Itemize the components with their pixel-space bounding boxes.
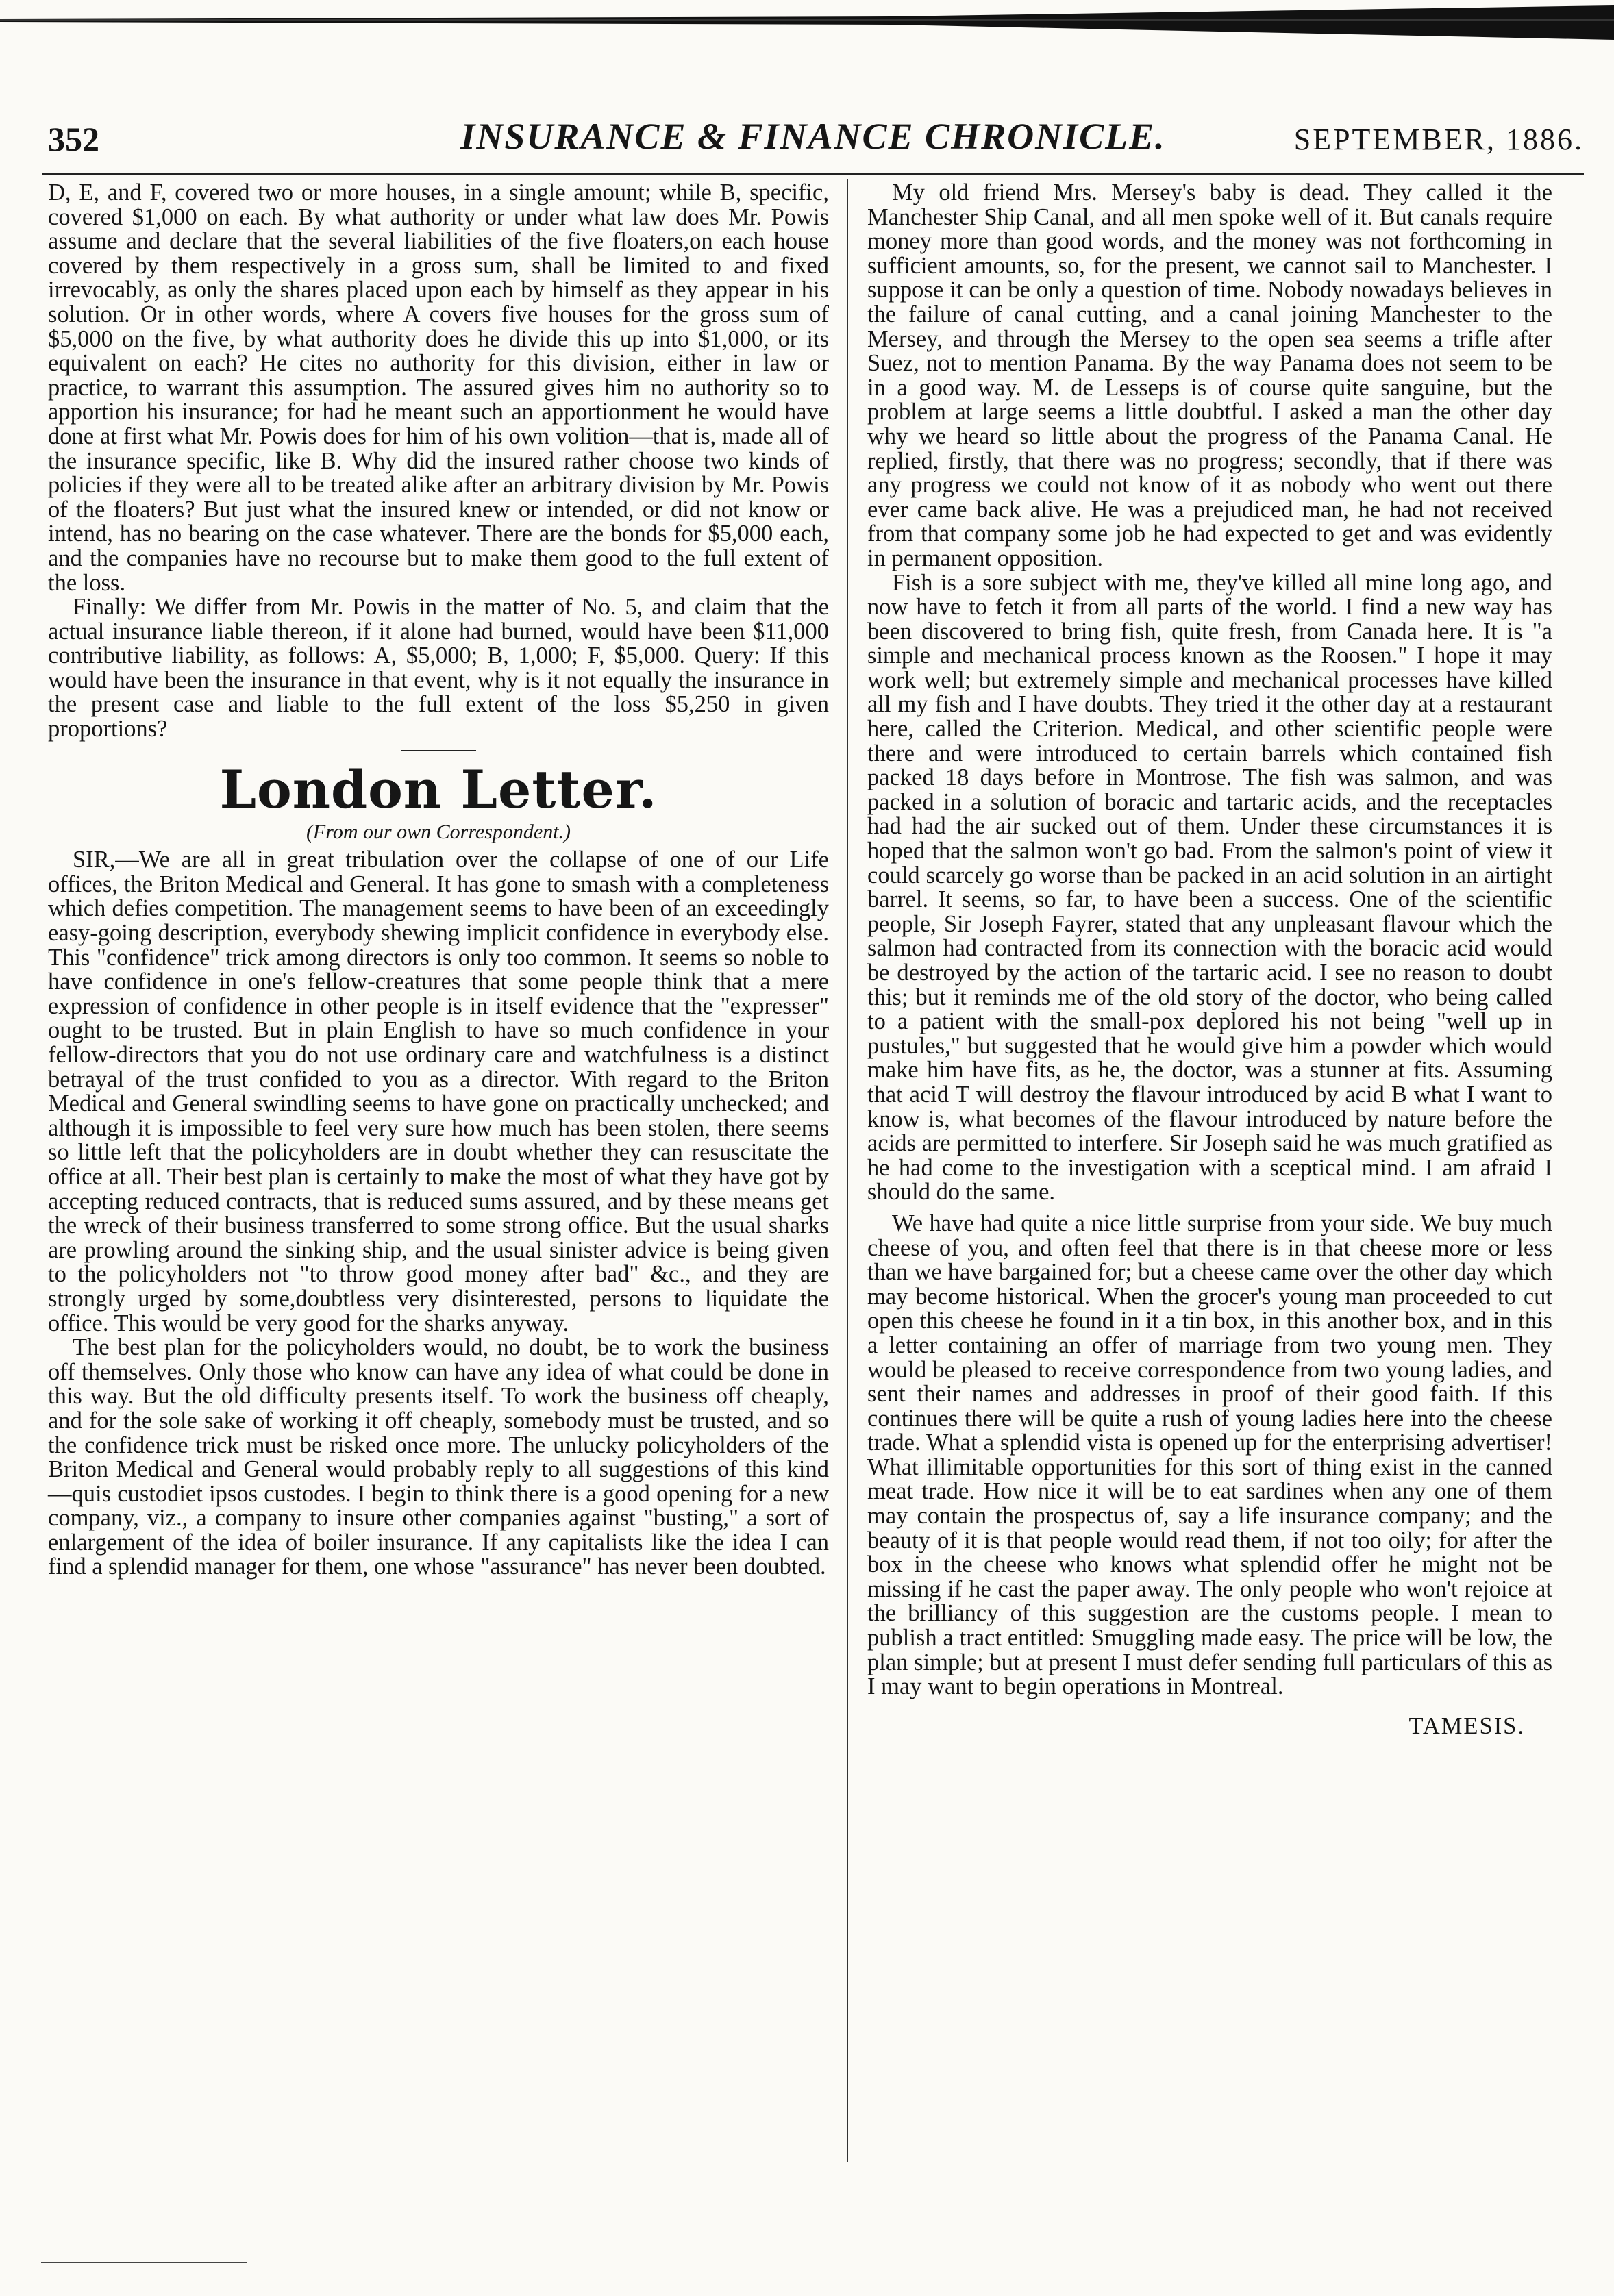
header-rule xyxy=(42,173,1584,175)
article-continuation-paragraph: D, E, and F, covered two or more houses, in a single amount; while B, specific, covered $1,000 on each. By what authority or under what law does Mr. Powis assume and declare that the several liabilities of the five floaters,on each house covered by them respectively in a gross sum, shall be limited to and fixed irrevocably, as only the shares placed upon each by himself as they appear in his solution. Or in other words, where A covers five houses for the gross sum of $5,000 on the five, by what authority does he divide this up into $1,000, or its equivalent on each? He cites no authority for this division, either in law or practice, to warrant this assumption. The assured gives him no authority so to apportion his insurance; for had he meant such an apportionment he would have done at first what Mr. Powis does for him of his own volition—that is, made all of the insurance specific, like B. Why did the insured rather choose two kinds of policies if they were all to be treated alike after an arbitrary division by Mr. Powis of the floaters? But just what the insured knew or intended, or did not know or intend, has no bearing on the case whatever. There are the bonds for $5,000 each, and the companies have no recourse but to make them good to the full extent of the loss. xyxy=(48,179,829,596)
letter-paragraph: The best plan for the policyholders would, no doubt, be to work the business off themselves. Only those who know can have any idea of what could be done in this way. But the old difficulty presents itself. To work the business off cheaply, and for the sole sake of working it off cheaply, somebody must be trusted, and so the confidence trick must be risked once more. The unlucky policyholders of the Briton Medical and General would probably reply to all suggestions of this kind—quis custodiet ipsos custodes. I begin to think there is a good opening for a new company, viz., a company to insure other companies against "busting," a sort of enlargement of the idea of boiler insurance. If any capitalists like the idea I can find a splendid manager for them, one whose "assurance" has never been doubted. xyxy=(48,1334,829,1580)
right-column xyxy=(867,181,1552,1738)
letter-paragraph: My old friend Mrs. Mersey's baby is dead. They called it the Manchester Ship Canal, and all men spoke well of it. But canals require money more than good words, and the money was not forthcoming in sufficient amounts, so, for the present, we cannot sail to Manchester. I suppose it can be only a question of time. Nobody nowadays believes in the failure of canal cutting, and a canal joining Manchester to the Mersey, and through the Mersey to the open sea seems a trifle after Suez, not to mention Panama. By the way Panama does not seem to be in a good way. M. de Lesseps is of course quite sanguine, but the problem at large seems a little doubtful. I asked a man the other day why we heard so little about the progress of the Panama Canal. He replied, firstly, that there was no progress; secondly, that if there was any progress we could not know of it as nobody who went out there ever came back alive. He was a prejudiced man, he had not received from that company some job he had expected to get and was evidently in permanent opposition. xyxy=(867,179,1552,571)
section-heading: London Letter. xyxy=(219,758,658,820)
top-edge-bar xyxy=(0,4,1614,45)
column-divider xyxy=(847,179,848,2162)
issue-date: SEPTEMBER, 1886. xyxy=(1293,123,1584,156)
publication-title: INSURANCE & FINANCE CHRONICLE. xyxy=(460,116,1166,157)
page-number: 352 xyxy=(48,120,99,158)
page-header xyxy=(42,115,1584,169)
letter-signature: TAMESIS. xyxy=(1408,1712,1525,1739)
section-byline: (From our own Correspondent.) xyxy=(306,820,571,843)
letter-paragraph: Fish is a sore subject with me, they've killed all mine long ago, and now have to fetch it from all parts of the world. I find a new way has been discovered to bring fish, quite fresh, from Canada here. It is "a simple and mechanical process known as the Roosen." I hope it may work well; but extremely simple and mechanical processes have killed all my fish and I have doubts. They tried it the other day at a restaurant here, called the Criterion. Medical, and other scientific people were there and were introduced to certain barrels which contained fish packed 18 days before in Montrose. The fish was salmon, and was packed in a solution of boracic and tartaric acids, and the receptacles had had the air sucked out of them. Under these circumstances it is hoped that the salmon won't go bad. From the salmon's point of view it could scarcely go worse than be packed in an acid solution in an airtight barrel. It seems, so far, to have been a success. One of the scientific people, Sir Joseph Fayrer, stated that any unpleasant flavour which the salmon had contracted from its connection with the boracic acid would be destroyed by the action of the tartaric acid. I see no reason to doubt this; but it reminds me of the old story of the doctor, who being called to a patient with the small-pox deplored his not being "well up in pustules," but suggested that he would give him a powder which would make him have fits, as he, the doctor, was a stunner at fits. Assuming that acid T will destroy the flavour introduced by acid B what I want to know is, what becomes of the flavour introduced by nature before the acids are permitted to interfere. Sir Joseph said he was much gratified as he had come to the investigation with a sceptical mind. I am afraid I should do the same. xyxy=(867,569,1552,1206)
left-column xyxy=(48,181,829,1580)
letter-paragraph: We have had quite a nice little surprise from your side. We buy much cheese of you, and often feel that there is in that cheese more or less than we have bargained for; but a cheese came over the other day which may become historical. When the grocer's young man proceeded to cut open this cheese he found in it a tin box, in this another box, and in this a letter containing an offer of marriage from two young men. They would be pleased to receive correspondence from two young ladies, and sent their names and addresses in proof of their good faith. If this continues there will be quite a rush of young ladies here into the cheese trade. What a splendid vista is opened up for the enterprising advertiser! What illimitable opportunities for this sort of thing exist in the canned meat trade. How nice it will be to eat sardines when any one of them may contain the prospectus of, say a life insurance company; and the beauty of it is that people would read them, if not too oily; for after the box in the cheese who knows what splendid offer he might not be missing if he cast the paper away. The only people who won't rejoice at the brilliancy of this suggestion are the customs people. I mean to publish a tract entitled: Smuggling made easy. The price will be low, the plan simple; but at present I must defer sending full particulars of this as I may want to begin operations in Montreal. xyxy=(867,1210,1552,1700)
section-divider xyxy=(401,750,476,751)
article-conclusion-paragraph: Finally: We differ from Mr. Powis in the matter of No. 5, and claim that the actual insurance liable thereon, if it alone had burned, would have been $11,000 contributive liability, as follows: A, $5,000; B, 1,000; F, $5,000. Query: If this would have been the insurance in that event, why is it not equally the insurance in the present case and liable to the full extent of the loss $5,250 in given proportions? xyxy=(48,594,829,743)
bottom-edge-rule xyxy=(41,2262,247,2263)
letter-paragraph: SIR,—We are all in great tribulation over the collapse of one of our Life offices, the Briton Medical and General. It has gone to smash with a completeness which defies competition. The management seems to have been of an exceedingly easy-going description, everybody shewing implicit confidence in everybody else. This "confidence" trick among directors is only too common. It seems so noble to have confidence in one's fellow-creatures that some people think that a mere expression of confidence in other people is in itself evidence that the "expresser" ought to be trusted. But in plain English to have so much confidence in your fellow-directors that you do not use ordinary care and watchfulness is a distinct betrayal of the trust confided to you as a director. With regard to the Briton Medical and General swindling seems to have gone on practically unchecked; and although it is impossible to feel very sure how much has been stolen, there seems so little left that the policyholders are in doubt whether they can resuscitate the office at all. Their best plan is certainly to make the most of what they have got by accepting reduced contracts, that is reduced sums assured, and by these means get the wreck of their business transferred to some strong office. But the usual sharks are prowling around the sinking ship, and the usual sinister advice is being given to the policyholders not "to throw good money after bad" &c., and they are strongly urged by some,doubtless very disinterested, persons to liquidate the office. This would be very good for the sharks anyway. xyxy=(48,847,829,1336)
